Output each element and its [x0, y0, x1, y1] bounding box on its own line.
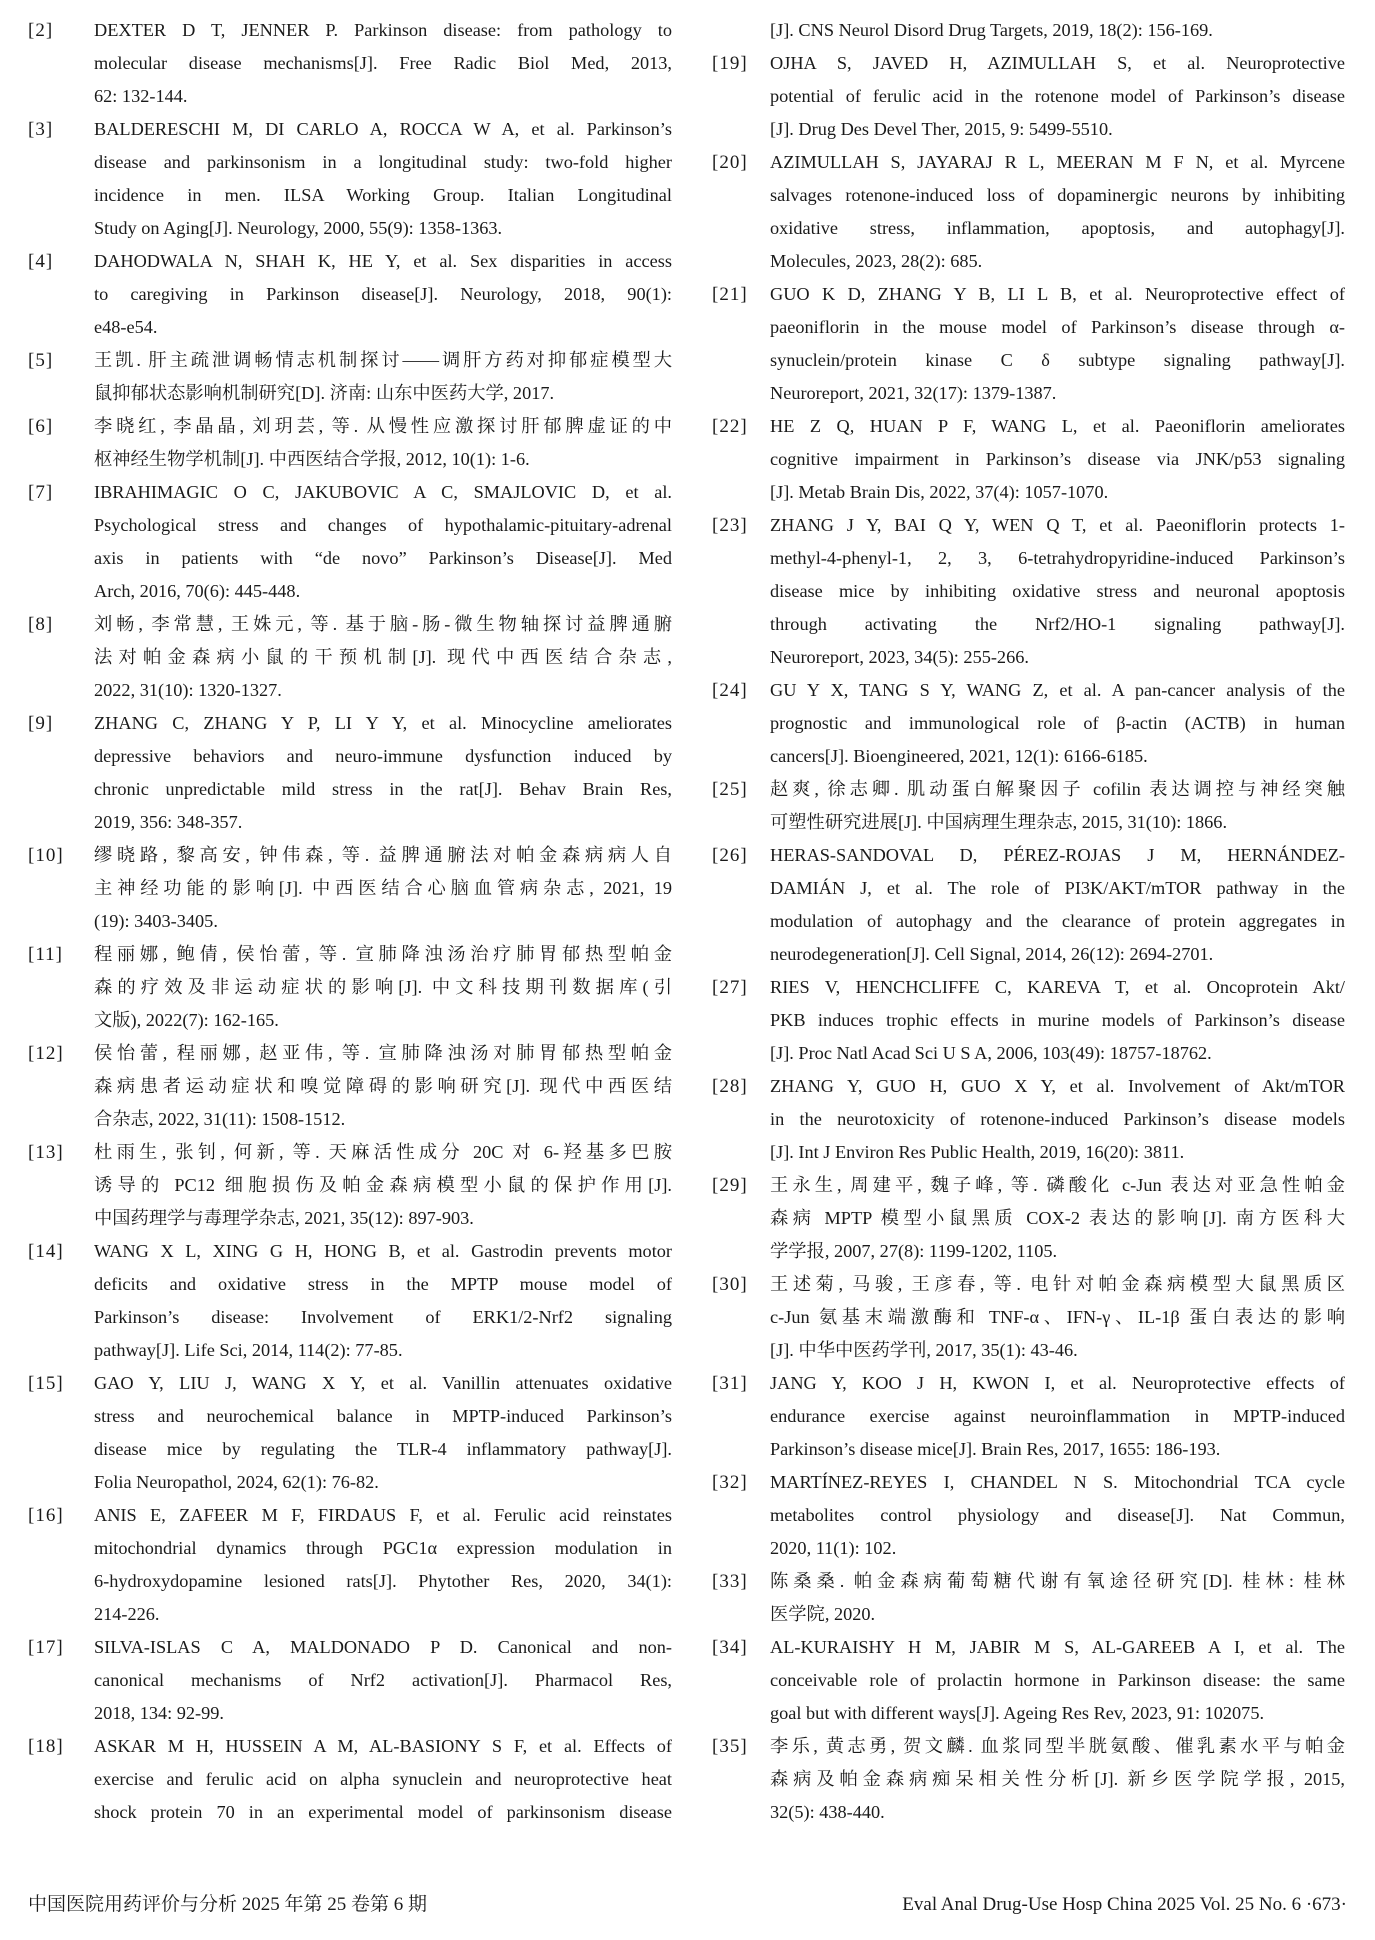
reference-line: deficits and oxidative stress in the MPTP mouse model of: [94, 1274, 672, 1294]
reference-text: [94, 14, 672, 113]
reference-line: WANG X L, XING G H, HONG B, et al. Gastrodin prevents motor: [94, 1241, 672, 1261]
reference-entry: [712, 1169, 1345, 1268]
reference-line: OJHA S, JAVED H, AZIMULLAH S, et al. Neuroprotective: [770, 53, 1345, 73]
reference-line: BALDERESCHI M, DI CARLO A, ROCCA W A, et al. Parkinson’s: [94, 119, 672, 139]
reference-line: [J]. Drug Des Devel Ther, 2015, 9: 5499-5510.: [770, 119, 1113, 139]
reference-number: [19]: [712, 53, 748, 74]
reference-line: salvages rotenone-induced loss of dopaminergic neurons by inhibiting: [770, 185, 1345, 205]
reference-number: [21]: [712, 284, 748, 305]
reference-entry: [28, 839, 672, 938]
reference-line: disease mice by regulating the TLR-4 inflammatory pathway[J].: [94, 1439, 672, 1459]
reference-line: depressive behaviors and neuro-immune dysfunction induced by: [94, 746, 672, 766]
reference-line: conceivable role of prolactin hormone in Parkinson disease: the same: [770, 1670, 1345, 1690]
reference-line: oxidative stress, inflammation, apoptosis, and autophagy[J].: [770, 218, 1345, 238]
reference-text: [94, 938, 672, 1037]
reference-number: [24]: [712, 680, 748, 701]
reference-text: [770, 773, 1345, 839]
reference-entry: [28, 1235, 672, 1367]
reference-line: 法对帕金森病小鼠的干预机制[J]. 现代中西医结合杂志,: [94, 647, 672, 667]
reference-text: [94, 1136, 672, 1235]
reference-entry: [712, 674, 1345, 773]
reference-entry: [712, 839, 1345, 971]
reference-line: [J]. Int J Environ Res Public Health, 2019, 16(20): 3811.: [770, 1142, 1185, 1162]
reference-number: [12]: [28, 1043, 64, 1064]
reference-entry: [28, 608, 672, 707]
reference-number: [32]: [712, 1472, 748, 1493]
reference-entry: [28, 938, 672, 1037]
reference-line: e48-e54.: [94, 317, 158, 337]
reference-line: DEXTER D T, JENNER P. Parkinson disease: from pathology to: [94, 20, 672, 40]
reference-line: 文版), 2022(7): 162-165.: [94, 1010, 279, 1030]
reference-line: 杜雨生, 张钊, 何新, 等. 天麻活性成分 20C 对 6-羟基多巴胺: [94, 1142, 672, 1162]
reference-entry: [28, 1730, 672, 1829]
reference-line: 枢神经生物学机制[J]. 中西医结合学报, 2012, 10(1): 1-6.: [94, 449, 530, 469]
reference-line: [J]. 中华中医药学刊, 2017, 35(1): 43-46.: [770, 1340, 1078, 1360]
journal-footer-chinese: 中国医院用药评价与分析 2025 年第 25 卷第 6 期: [28, 1894, 428, 1915]
reference-line: 程丽娜, 鲍倩, 侯怡蕾, 等. 宣肺降浊汤治疗肺胃郁热型帕金: [94, 944, 672, 964]
reference-number: [9]: [28, 713, 54, 734]
reference-line: HERAS-SANDOVAL D, PÉREZ-ROJAS J M, HERNÁNDEZ-: [770, 845, 1345, 865]
reference-line: 王凯. 肝主疏泄调畅情志机制探讨——调肝方药对抑郁症模型大: [94, 350, 672, 370]
reference-line: ZHANG J Y, BAI Q Y, WEN Q T, et al. Paeoniflorin protects 1-: [770, 515, 1345, 535]
reference-list-right-column: [712, 14, 1345, 1829]
reference-line: 可塑性研究进展[J]. 中国病理生理杂志, 2015, 31(10): 1866.: [770, 812, 1228, 832]
reference-line: ZHANG Y, GUO H, GUO X Y, et al. Involvement of Akt/mTOR: [770, 1076, 1345, 1096]
reference-text: [770, 839, 1345, 971]
reference-number: [4]: [28, 251, 54, 272]
reference-line: 2022, 31(10): 1320-1327.: [94, 680, 282, 700]
reference-entry: [712, 278, 1345, 410]
reference-number: [33]: [712, 1571, 748, 1592]
reference-line: ANIS E, ZAFEER M F, FIRDAUS F, et al. Ferulic acid reinstates: [94, 1505, 672, 1525]
reference-line: SILVA-ISLAS C A, MALDONADO P D. Canonical and non-: [94, 1637, 672, 1657]
reference-line: GU Y X, TANG S Y, WANG Z, et al. A pan-cancer analysis of the: [770, 680, 1345, 700]
reference-number: [23]: [712, 515, 748, 536]
reference-line: canonical mechanisms of Nrf2 activation[J]. Pharmacol Res,: [94, 1670, 672, 1690]
reference-text: [94, 245, 672, 344]
reference-line: [J]. Metab Brain Dis, 2022, 37(4): 1057-1070.: [770, 482, 1109, 502]
reference-entry: [712, 410, 1345, 509]
reference-text: [770, 278, 1345, 410]
reference-entry: [28, 410, 672, 476]
reference-number: [16]: [28, 1505, 64, 1526]
reference-line: JANG Y, KOO J H, KWON I, et al. Neuroprotective effects of: [770, 1373, 1345, 1393]
reference-text: [770, 1466, 1345, 1565]
reference-line: 陈桑桑. 帕金森病葡萄糖代谢有氧途径研究[D]. 桂林: 桂林: [770, 1571, 1345, 1591]
reference-text: [94, 608, 672, 707]
reference-text: [770, 1631, 1345, 1730]
reference-entry: [28, 1499, 672, 1631]
reference-line: IBRAHIMAGIC O C, JAKUBOVIC A C, SMAJLOVIC D, et al.: [94, 482, 672, 502]
reference-line: exercise and ferulic acid on alpha synuclein and neuroprotective heat: [94, 1769, 672, 1789]
reference-line: PKB induces trophic effects in murine models of Parkinson’s disease: [770, 1010, 1345, 1030]
reference-entry: [712, 146, 1345, 278]
reference-line: 森病及帕金森病痴呆相关性分析[J]. 新乡医学院学报, 2015,: [770, 1769, 1345, 1789]
reference-line: 王永生, 周建平, 魏子峰, 等. 磷酸化 c-Jun 表达对亚急性帕金: [770, 1175, 1345, 1195]
reference-line: GAO Y, LIU J, WANG X Y, et al. Vanillin attenuates oxidative: [94, 1373, 672, 1393]
reference-number: [7]: [28, 482, 54, 503]
reference-line: 32(5): 438-440.: [770, 1802, 885, 1822]
reference-text: [770, 1169, 1345, 1268]
reference-line: 2020, 11(1): 102.: [770, 1538, 897, 1558]
reference-line: 森的疗效及非运动症状的影响[J]. 中文科技期刊数据库(引: [94, 977, 672, 997]
reference-text: [94, 1037, 672, 1136]
reference-line: Study on Aging[J]. Neurology, 2000, 55(9): 1358-1363.: [94, 218, 503, 238]
reference-line: 主神经功能的影响[J]. 中西医结合心脑血管病杂志, 2021, 19: [94, 878, 672, 898]
reference-line: modulation of autophagy and the clearance of protein aggregates in: [770, 911, 1345, 931]
reference-entry: [28, 113, 672, 245]
reference-number: [10]: [28, 845, 64, 866]
reference-number: [35]: [712, 1736, 748, 1757]
reference-line: ASKAR M H, HUSSEIN A M, AL-BASIONY S F, et al. Effects of: [94, 1736, 672, 1756]
reference-line: [J]. Proc Natl Acad Sci U S A, 2006, 103(49): 18757-18762.: [770, 1043, 1212, 1063]
reference-number: [8]: [28, 614, 54, 635]
reference-entry: [28, 1367, 672, 1499]
reference-number: [6]: [28, 416, 54, 437]
reference-line: synuclein/protein kinase C δ subtype signaling pathway[J].: [770, 350, 1345, 370]
reference-line: Parkinson’s disease mice[J]. Brain Res, 2017, 1655: 186-193.: [770, 1439, 1221, 1459]
reference-number: [25]: [712, 779, 748, 800]
reference-line: axis in patients with “de novo” Parkinson’s Disease[J]. Med: [94, 548, 672, 568]
reference-line: shock protein 70 in an experimental model of parkinsonism disease: [94, 1802, 672, 1822]
reference-line: Neuroreport, 2021, 32(17): 1379-1387.: [770, 383, 1057, 403]
journal-footer-english: Eval Anal Drug-Use Hosp China 2025 Vol. 25 No. 6 ·673·: [902, 1894, 1347, 1915]
reference-text: [94, 1730, 672, 1829]
reference-number: [13]: [28, 1142, 64, 1163]
reference-line: molecular disease mechanisms[J]. Free Radic Biol Med, 2013,: [94, 53, 672, 73]
reference-entry: [28, 245, 672, 344]
reference-number: [28]: [712, 1076, 748, 1097]
reference-line: through activating the Nrf2/HO-1 signaling pathway[J].: [770, 614, 1345, 634]
reference-line: Molecules, 2023, 28(2): 685.: [770, 251, 983, 271]
reference-text: [94, 410, 672, 476]
reference-line: 鼠抑郁状态影响机制研究[D]. 济南: 山东中医药大学, 2017.: [94, 383, 555, 403]
reference-line: 赵爽, 徐志卿. 肌动蛋白解聚因子 cofilin 表达调控与神经突触: [770, 779, 1345, 799]
reference-text: [770, 509, 1345, 674]
reference-text: [770, 674, 1345, 773]
reference-line: 李晓红, 李晶晶, 刘玥芸, 等. 从慢性应激探讨肝郁脾虚证的中: [94, 416, 672, 436]
reference-line: 医学院, 2020.: [770, 1604, 876, 1624]
reference-text: [94, 113, 672, 245]
reference-line: Neuroreport, 2023, 34(5): 255-266.: [770, 647, 1029, 667]
reference-line: chronic unpredictable mild stress in the rat[J]. Behav Brain Res,: [94, 779, 672, 799]
reference-line: endurance exercise against neuroinflammation in MPTP-induced: [770, 1406, 1345, 1426]
reference-line: DAMIÁN J, et al. The role of PI3K/AKT/mTOR pathway in the: [770, 878, 1345, 898]
reference-entry: [28, 1136, 672, 1235]
reference-line: [J]. CNS Neurol Disord Drug Targets, 2019, 18(2): 156-169.: [770, 20, 1213, 40]
reference-entry: [28, 1631, 672, 1730]
reference-text: [770, 47, 1345, 146]
reference-number: [18]: [28, 1736, 64, 1757]
reference-text: [770, 1565, 1345, 1631]
reference-line: 森病患者运动症状和嗅觉障碍的影响研究[J]. 现代中西医结: [94, 1076, 672, 1096]
reference-line: 森病 MPTP 模型小鼠黑质 COX-2 表达的影响[J]. 南方医科大: [770, 1208, 1345, 1228]
reference-line: 学学报, 2007, 27(8): 1199-1202, 1105.: [770, 1241, 1058, 1261]
reference-line: c-Jun 氨基末端激酶和 TNF-α、IFN-γ、IL-1β 蛋白表达的影响: [770, 1307, 1345, 1327]
reference-text: [770, 1070, 1345, 1169]
reference-number: [20]: [712, 152, 748, 173]
reference-line: cancers[J]. Bioengineered, 2021, 12(1): 6166-6185.: [770, 746, 1148, 766]
reference-number: [14]: [28, 1241, 64, 1262]
reference-line: HE Z Q, HUAN P F, WANG L, et al. Paeoniflorin ameliorates: [770, 416, 1345, 436]
reference-text: [94, 1367, 672, 1499]
reference-text: [94, 1499, 672, 1631]
reference-line: 王述菊, 马骏, 王彦春, 等. 电针对帕金森病模型大鼠黑质区: [770, 1274, 1345, 1294]
reference-line: prognostic and immunological role of β-actin (ACTB) in human: [770, 713, 1345, 733]
reference-number: [17]: [28, 1637, 64, 1658]
reference-text: [94, 344, 672, 410]
reference-entry: [28, 14, 672, 113]
reference-entry: [712, 1631, 1345, 1730]
reference-line: disease mice by inhibiting oxidative stress and neuronal apoptosis: [770, 581, 1345, 601]
reference-number: [34]: [712, 1637, 748, 1658]
reference-line: in the neurotoxicity of rotenone-induced Parkinson’s disease models: [770, 1109, 1345, 1129]
reference-number: [29]: [712, 1175, 748, 1196]
reference-entry: [712, 1367, 1345, 1466]
reference-line: disease and parkinsonism in a longitudinal study: two-fold higher: [94, 152, 672, 172]
reference-line: metabolites control physiology and disease[J]. Nat Commun,: [770, 1505, 1345, 1525]
reference-text: [770, 410, 1345, 509]
reference-text: [94, 707, 672, 839]
reference-text: [770, 1730, 1345, 1829]
reference-number: [31]: [712, 1373, 748, 1394]
reference-number: [3]: [28, 119, 54, 140]
reference-line: incidence in men. ILSA Working Group. Italian Longitudinal: [94, 185, 672, 205]
reference-line: (19): 3403-3405.: [94, 911, 218, 931]
reference-line: MARTÍNEZ-REYES I, CHANDEL N S. Mitochondrial TCA cycle: [770, 1472, 1345, 1492]
reference-text: [770, 1268, 1345, 1367]
reference-line: potential of ferulic acid in the rotenone model of Parkinson’s disease: [770, 86, 1345, 106]
reference-entry: [712, 1730, 1345, 1829]
reference-number: [15]: [28, 1373, 64, 1394]
reference-number: [22]: [712, 416, 748, 437]
reference-line: 2018, 134: 92-99.: [94, 1703, 224, 1723]
reference-line: Psychological stress and changes of hypothalamic-pituitary-adrenal: [94, 515, 672, 535]
reference-line: cognitive impairment in Parkinson’s disease via JNK/p53 signaling: [770, 449, 1345, 469]
reference-number: [2]: [28, 20, 54, 41]
reference-line: 李乐, 黄志勇, 贺文麟. 血浆同型半胱氨酸、催乳素水平与帕金: [770, 1736, 1345, 1756]
reference-line: RIES V, HENCHCLIFFE C, KAREVA T, et al. Oncoprotein Akt/: [770, 977, 1345, 997]
reference-line: 诱导的 PC12 细胞损伤及帕金森病模型小鼠的保护作用[J].: [94, 1175, 672, 1195]
reference-entry: [712, 971, 1345, 1070]
reference-line: pathway[J]. Life Sci, 2014, 114(2): 77-85.: [94, 1340, 403, 1360]
reference-entry: [28, 344, 672, 410]
reference-entry: [712, 509, 1345, 674]
reference-line: 214-226.: [94, 1604, 160, 1624]
reference-line: DAHODWALA N, SHAH K, HE Y, et al. Sex disparities in access: [94, 251, 672, 271]
reference-line: Folia Neuropathol, 2024, 62(1): 76-82.: [94, 1472, 379, 1492]
reference-line: paeoniflorin in the mouse model of Parkinson’s disease through α-: [770, 317, 1345, 337]
reference-line: 侯怡蕾, 程丽娜, 赵亚伟, 等. 宣肺降浊汤对肺胃郁热型帕金: [94, 1043, 672, 1063]
reference-entry: [712, 47, 1345, 146]
reference-list-left-column: [28, 14, 672, 1829]
reference-text: [94, 839, 672, 938]
reference-number: [27]: [712, 977, 748, 998]
reference-entry: [712, 1565, 1345, 1631]
reference-entry: [28, 476, 672, 608]
reference-number: [5]: [28, 350, 54, 371]
reference-line: GUO K D, ZHANG Y B, LI L B, et al. Neuroprotective effect of: [770, 284, 1345, 304]
reference-line: 合杂志, 2022, 31(11): 1508-1512.: [94, 1109, 346, 1129]
reference-line: 62: 132-144.: [94, 86, 188, 106]
reference-line: Parkinson’s disease: Involvement of ERK1/2-Nrf2 signaling: [94, 1307, 672, 1327]
reference-text: [770, 971, 1345, 1070]
reference-entry: [712, 1070, 1345, 1169]
reference-line: stress and neurochemical balance in MPTP-induced Parkinson’s: [94, 1406, 672, 1426]
reference-line: 刘畅, 李常慧, 王姝元, 等. 基于脑-肠-微生物轴探讨益脾通腑: [94, 614, 672, 634]
reference-text: [94, 1631, 672, 1730]
reference-entry: [712, 1268, 1345, 1367]
reference-line: methyl-4-phenyl-1, 2, 3, 6-tetrahydropyridine-induced Parkinson’s: [770, 548, 1345, 568]
reference-continuation: [712, 14, 1345, 47]
reference-line: to caregiving in Parkinson disease[J]. Neurology, 2018, 90(1):: [94, 284, 672, 304]
reference-line: Arch, 2016, 70(6): 445-448.: [94, 581, 301, 601]
reference-text: [94, 476, 672, 608]
reference-line: 6-hydroxydopamine lesioned rats[J]. Phytother Res, 2020, 34(1):: [94, 1571, 672, 1591]
reference-entry: [28, 707, 672, 839]
reference-number: [26]: [712, 845, 748, 866]
reference-text: [770, 146, 1345, 278]
reference-text: [770, 1367, 1345, 1466]
reference-number: [11]: [28, 944, 63, 965]
reference-line: ZHANG C, ZHANG Y P, LI Y Y, et al. Minocycline ameliorates: [94, 713, 672, 733]
reference-line: 中国药理学与毒理学杂志, 2021, 35(12): 897-903.: [94, 1208, 474, 1228]
reference-line: neurodegeneration[J]. Cell Signal, 2014, 26(12): 2694-2701.: [770, 944, 1214, 964]
reference-line: goal but with different ways[J]. Ageing Res Rev, 2023, 91: 102075.: [770, 1703, 1265, 1723]
reference-line: AL-KURAISHY H M, JABIR M S, AL-GAREEB A I, et al. The: [770, 1637, 1345, 1657]
reference-line: 2019, 356: 348-357.: [94, 812, 243, 832]
reference-line: 缪晓路, 黎高安, 钟伟森, 等. 益脾通腑法对帕金森病病人自: [94, 845, 672, 865]
reference-line: AZIMULLAH S, JAYARAJ R L, MEERAN M F N, et al. Myrcene: [770, 152, 1345, 172]
reference-entry: [28, 1037, 672, 1136]
reference-entry: [712, 1466, 1345, 1565]
reference-entry: [712, 773, 1345, 839]
reference-line: mitochondrial dynamics through PGC1α expression modulation in: [94, 1538, 672, 1558]
reference-text: [94, 1235, 672, 1367]
reference-number: [30]: [712, 1274, 748, 1295]
